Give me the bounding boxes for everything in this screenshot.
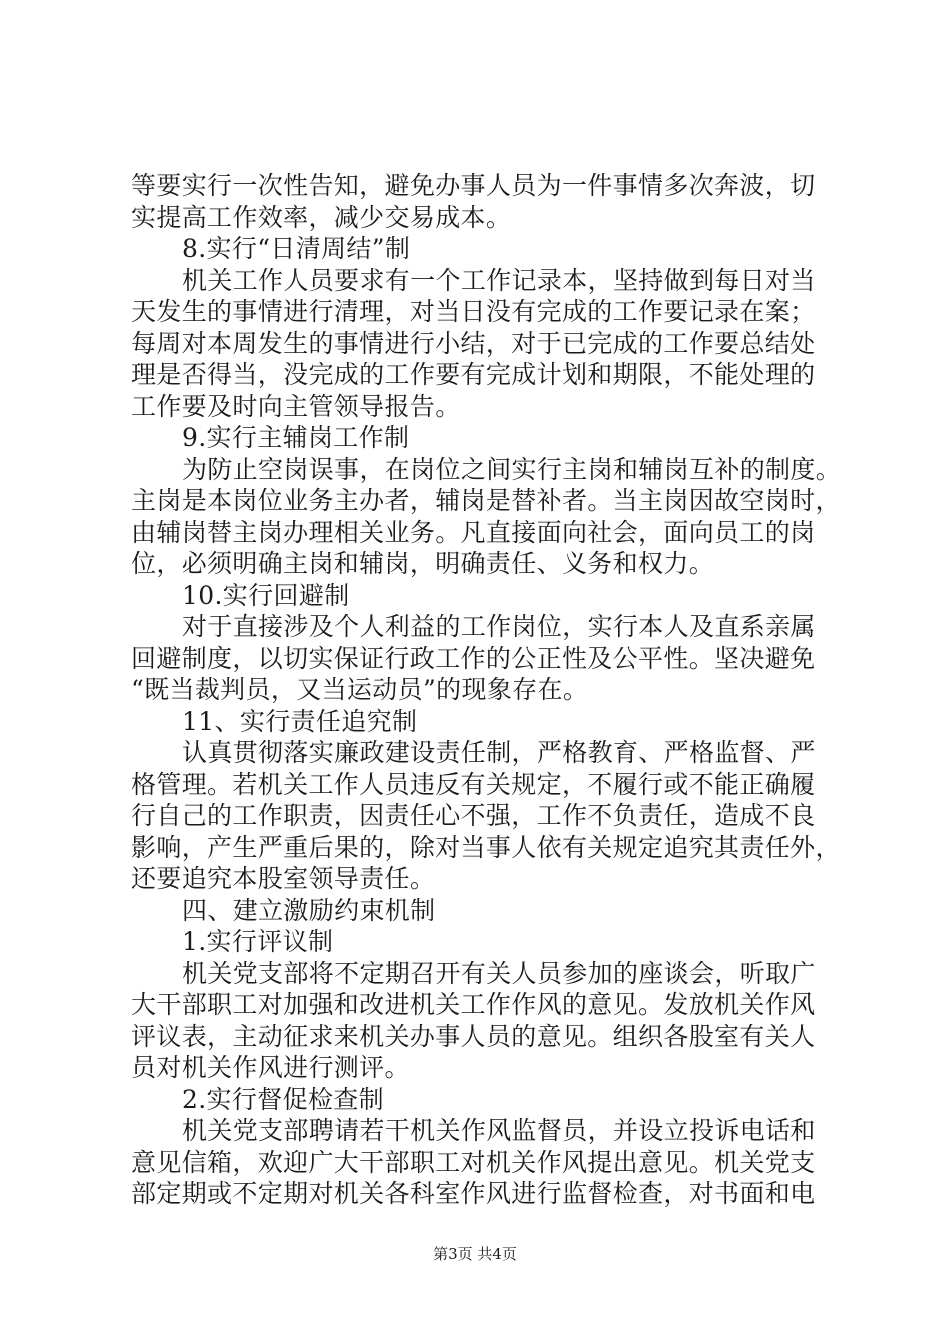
document-body <box>131 170 842 1210</box>
text-line: 四、建立激励约束机制 <box>182 895 436 925</box>
text-line: 认真贯彻落实廉政建设责任制，严格教育、严格监督、严 <box>182 738 816 767</box>
text-line: 部定期或不定期对机关各科室作风进行监督检查，对书面和电 <box>131 1179 816 1208</box>
text-line: 由辅岗替主岗办理相关业务。凡直接面向社会，面向员工的岗 <box>131 517 816 547</box>
text-line: 位，必须明确主岗和辅岗，明确责任、义务和权力。 <box>131 549 715 578</box>
text-line: 每周对本周发生的事情进行小结，对于已完成的工作要总结处 <box>131 328 816 358</box>
text-line: 主岗是本岗位业务主办者，辅岗是替补者。当主岗因故空岗时， <box>131 486 841 515</box>
text-line: 格管理。若机关工作人员违反有关规定，不履行或不能正确履 <box>131 769 816 799</box>
text-line: 8.实行“日清周结”制 <box>182 234 411 263</box>
text-line: 机关工作人员要求有一个工作记录本，坚持做到每日对当 <box>182 265 816 295</box>
page-footer: 第3页 共4页 <box>433 1245 517 1263</box>
text-line: 机关党支部将不定期召开有关人员参加的座谈会，听取广 <box>182 958 816 988</box>
text-line: 行自己的工作职责，因责任心不强，工作不负责任，造成不良 <box>131 801 816 830</box>
text-line: 大干部职工对加强和改进机关工作作风的意见。发放机关作风 <box>131 990 816 1019</box>
text-line: 9.实行主辅岗工作制 <box>182 423 410 452</box>
text-line: 实提高工作效率，减少交易成本。 <box>131 202 512 232</box>
text-line: 回避制度，以切实保证行政工作的公正性及公平性。坚决避免 <box>131 643 816 673</box>
text-line: 工作要及时向主管领导报告。 <box>131 391 461 421</box>
text-line: 理是否得当，没完成的工作要有完成计划和期限，不能处理的 <box>131 360 816 389</box>
text-line: 对于直接涉及个人利益的工作岗位，实行本人及直系亲属 <box>182 612 816 641</box>
text-line: 10.实行回避制 <box>182 580 350 610</box>
text-line: 1.实行评议制 <box>182 927 334 956</box>
text-line: 11、实行责任追究制 <box>182 706 418 736</box>
text-line: 意见信箱，欢迎广大干部职工对机关作风提出意见。机关党支 <box>131 1147 816 1177</box>
text-line: 评议表，主动征求来机关办事人员的意见。组织各股室有关人 <box>131 1021 816 1051</box>
text-line: 天发生的事情进行清理，对当日没有完成的工作要记录在案； <box>131 297 816 326</box>
text-line: 机关党支部聘请若干机关作风监督员，并设立投诉电话和 <box>182 1116 816 1145</box>
text-line: 影响，产生严重后果的，除对当事人依有关规定追究其责任外， <box>131 832 841 862</box>
text-line: “既当裁判员，又当运动员”的现象存在。 <box>131 675 589 704</box>
text-line: 等要实行一次性告知，避免办事人员为一件事情多次奔波，切 <box>131 171 816 200</box>
text-line: 为防止空岗误事，在岗位之间实行主岗和辅岗互补的制度。 <box>182 454 842 484</box>
text-line: 还要追究本股室领导责任。 <box>131 864 436 893</box>
text-line: 员对机关作风进行测评。 <box>131 1053 410 1082</box>
text-line: 2.实行督促检查制 <box>182 1084 385 1114</box>
